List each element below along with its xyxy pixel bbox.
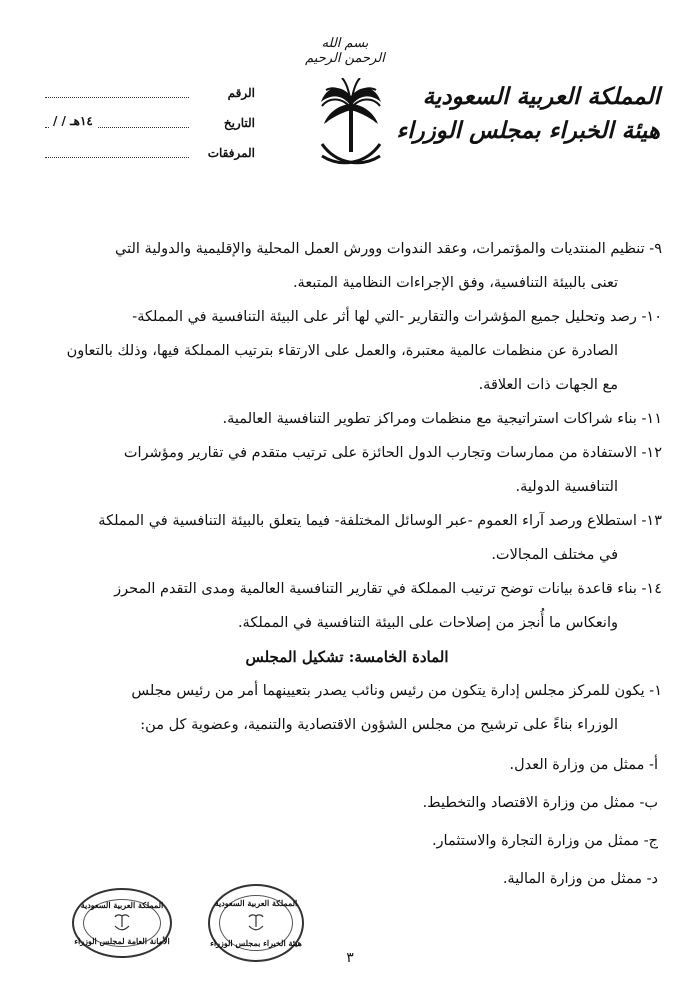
item-first-line: ١١- بناء شراكات استراتيجية مع منظمات ومراكز تطوير التنافسية العالمية. <box>222 411 662 427</box>
palm-swords-emblem-icon <box>316 78 386 178</box>
date-value: / / ١٤هـ <box>49 114 97 128</box>
item-continuation-line: تعنى بالبيئة التنافسية، وفق الإجراءات النظامية المتبعة. <box>292 275 618 291</box>
article-items <box>32 674 662 742</box>
item-continuation-line: الوزراء بناءً على ترشيح من مجلس الشؤون الاقتصادية والتنمية، وعضوية كل من: <box>140 717 618 733</box>
item-first-line: ١٢- الاستفادة من ممارسات وتجارب الدول الحائزة على ترتيب متقدم في تقارير ومؤشرات <box>123 445 662 461</box>
item-first-line: ١٤- بناء قاعدة بيانات توضح ترتيب المملكة في تقارير التنافسية العالمية ومدى التقدم المحرز <box>114 581 662 597</box>
stamp-emblem-icon <box>246 912 266 932</box>
stamp-left <box>72 888 172 958</box>
number-line <box>45 97 189 98</box>
stamp-emblem-icon <box>112 912 132 932</box>
item-first-line: ١٣- استطلاع ورصد آراء العموم -عبر الوسائل المختلفة- فيما يتعلق بالبيئة التنافسية في المملكة <box>98 513 662 529</box>
list-item <box>32 300 662 402</box>
list-item <box>32 674 662 742</box>
item-continuation-line: التنافسية الدولية. <box>515 479 618 495</box>
member-item: أ- ممثل من وزارة العدل. <box>509 757 658 773</box>
list-item <box>32 436 662 504</box>
document-body <box>32 232 662 898</box>
item-continuation-line: في مختلف المجالات. <box>491 547 618 563</box>
attachments-row <box>45 146 255 176</box>
list-item <box>32 402 662 436</box>
basmala: بسم الله الرحمن الرحيم <box>305 36 385 66</box>
article-heading: المادة الخامسة: تشكيل المجلس <box>245 648 449 666</box>
stamp-right <box>208 884 304 962</box>
competences-list <box>32 232 662 640</box>
item-first-line: ١٠- رصد وتحليل جميع المؤشرات والتقارير -التي لها أثر على البيئة التنافسية في المملكة- <box>132 309 662 325</box>
list-item <box>32 232 662 300</box>
member-item: د- ممثل من وزارة المالية. <box>502 871 658 887</box>
stamp-right-text-top: المملكة العربية السعودية <box>214 898 298 908</box>
number-row <box>45 86 255 116</box>
kingdom-name: المملكة العربية السعودية <box>422 83 660 110</box>
item-continuation-line: الصادرة عن منظمات عالمية معتبرة، والعمل على الارتقاء بترتيب المملكة فيها، وذلك بالتعاون <box>66 343 618 359</box>
members-list <box>32 746 662 898</box>
member-item: ب- ممثل من وزارة الاقتصاد والتخطيط. <box>422 795 658 811</box>
list-item <box>32 504 662 572</box>
item-continuation-line: وانعكاس ما أُنجز من إصلاحات على البيئة التنافسية في المملكة. <box>237 615 618 631</box>
list-item <box>32 572 662 640</box>
number-label: الرقم <box>227 86 255 100</box>
letterhead-title <box>396 80 660 148</box>
stamp-right-text-bottom: هيئة الخبراء بمجلس الوزراء <box>210 938 302 948</box>
item-continuation-line: مع الجهات ذات العلاقة. <box>478 377 618 393</box>
item-first-line: ١- يكون للمركز مجلس إدارة يتكون من رئيس ونائب يصدر بتعيينهما أمر من رئيس مجلس <box>131 683 662 699</box>
stamp-left-text-bottom: الأمانة العامة لمجلس الوزراء <box>74 936 170 946</box>
page-number: ٣ <box>346 950 354 966</box>
date-label: التاريخ <box>223 116 255 130</box>
stamp-left-text-top: المملكة العربية السعودية <box>80 900 164 910</box>
member-item: ج- ممثل من وزارة التجارة والاستثمار. <box>431 833 658 849</box>
attachments-label: المرفقات <box>207 146 255 160</box>
authority-name: هيئة الخبراء بمجلس الوزراء <box>396 117 660 144</box>
attachments-line <box>45 157 189 158</box>
item-first-line: ٩- تنظيم المنتديات والمؤتمرات، وعقد الندوات وورش العمل المحلية والإقليمية والدولية التي <box>115 241 662 257</box>
document-meta <box>45 86 255 176</box>
date-row <box>45 116 255 146</box>
